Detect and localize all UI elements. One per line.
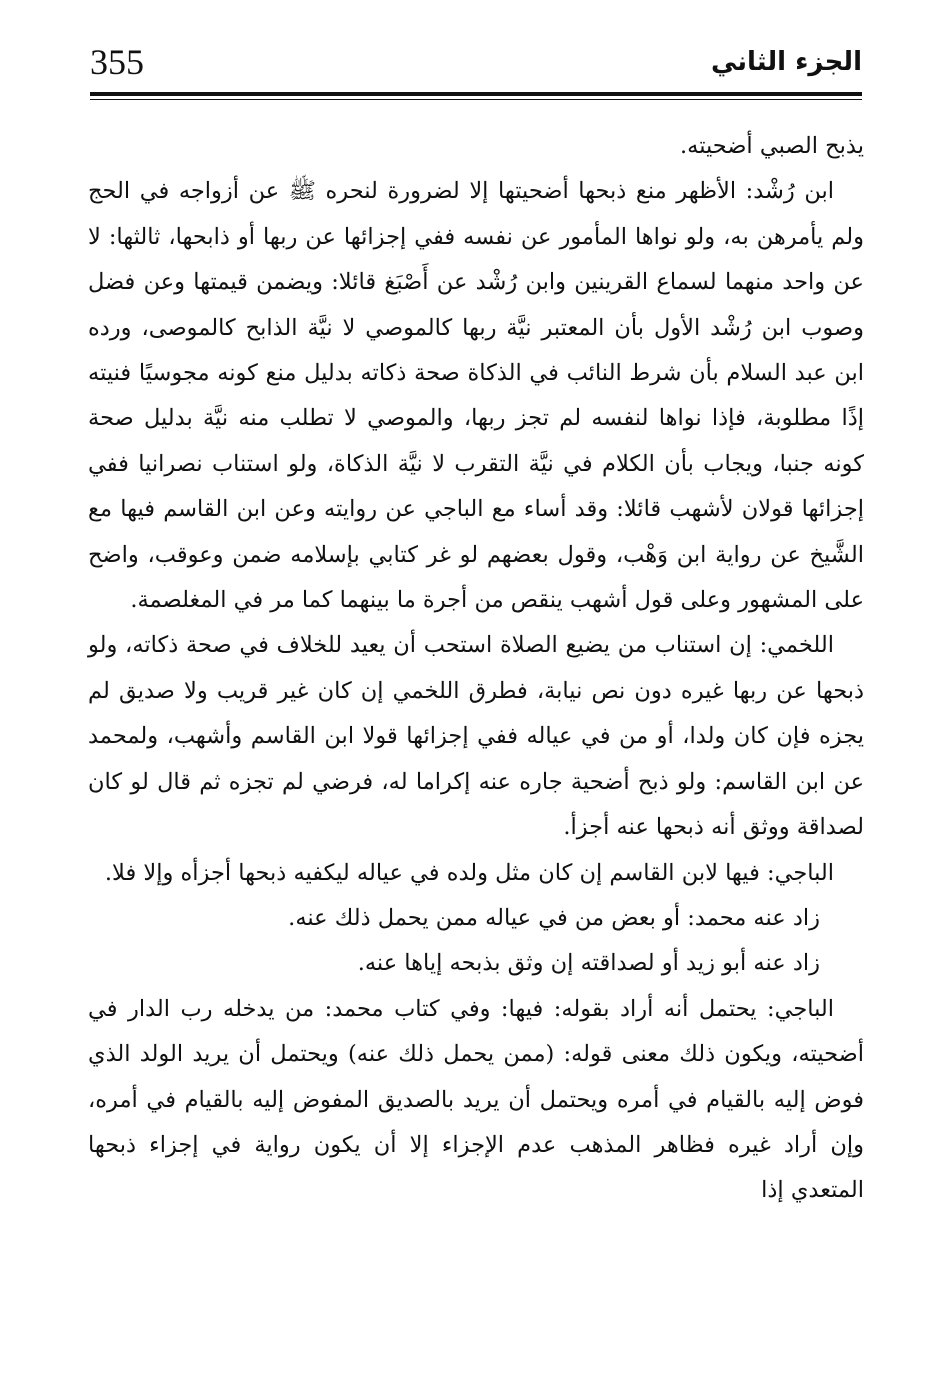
header-rule-thin — [90, 99, 862, 100]
paragraph-1: يذبح الصبي أضحيته. — [680, 133, 864, 159]
paragraph-4: الباجي: فيها لابن القاسم إن كان مثل ولده في عياله ليكفيه ذبحها أجزأه وإلا فلا. — [104, 859, 834, 886]
paragraph-7: الباجي: يحتمل أنه أراد بقوله: فيها: وفي كتاب محمد: من يدخله رب الدار في أضحيته، ويكون ذلك معنى قوله: (ممن يحمل ذلك عنه) ويحتمل أن يريد الولد الذي فوض إليه بالقيام في أمره ويحتمل أن يريد بالصديق المفوض إليه بالقيام في أمره، وإن أراد غيره فظاهر المذهب عدم الإجزاء إلا أن يكون رواية في إجزاء ذبحها المتعدي إذا — [88, 995, 864, 1204]
paragraph-2: ابن رُشْد: الأظهر منع ذبحها أضحيتها إلا لضرورة لنحره ﷺ عن أزواجه في الحج ولم يأمرهن به، ولو نواها المأمور عن نفسه ففي إجزائها عن ربها أو ذابحها، ثالثها: لا عن واحد منهما لسماع القرينين وابن رُشْد عن أَصْبَغ قائلا: ويضمن قيمتها وعن فضل وصوب ابن رُشْد الأول بأن المعتبر نيَّة ربها كالموصي لا نيَّة الذابح كالموصى، ورده ابن عبد السلام بأن شرط النائب في الذكاة صحة ذكاته بدليل منع كونه مجوسيًا فنيته إذًا مطلوبة، فإذا نواها لنفسه لم تجز ربها، والموصي لا تطلب منه نيَّة بدليل صحة كونه جنبا، ويجاب بأن الكلام في نيَّة التقرب لا نيَّة الذكاة، ولو استناب نصرانيا ففي إجزائها قولان لأشهب قائلا: وقد أساء مع الباجي عن روايته وعن ابن القاسم فيها مع الشَّيخ عن رواية ابن وَهْب، وقول بعضهم لو غر كتابي بإسلامه ضمن وعوقب، واضح على المشهور وعلى قول أشهب ينقص من أجرة ما بينهما كما مر في المغلصمة. — [88, 178, 864, 614]
paragraph-5: زاد عنه محمد: أو بعض من في عياله ممن يحمل ذلك عنه. — [288, 904, 820, 931]
paragraph-3: اللخمي: إن استناب من يضيع الصلاة استحب أن يعيد للخلاف في صحة ذكاته، ولو ذبحها عن ربها غيره دون نص نيابة، فطرق اللخمي إن كان غير قريب ولا صديق لم يجزه فإن كان ولدا، أو من في عياله ففي إجزائها قولا ابن القاسم وأشهب، ولمحمد عن ابن القاسم: ولو ذبح أضحية جاره عنه إكراما له، فرضي لم تجزه ثم قال لو كان لصداقة ووثق أنه ذبحها عنه أجزأ. — [88, 632, 864, 841]
page-number: 355 — [90, 42, 144, 82]
paragraph-6: زاد عنه أبو زيد أو لصداقته إن وثق بذبحه إياها عنه. — [357, 950, 820, 977]
page-header — [90, 38, 862, 98]
page-body — [88, 124, 864, 1214]
running-head: الجزء الثاني — [710, 47, 862, 77]
header-rule-thick — [90, 92, 862, 96]
